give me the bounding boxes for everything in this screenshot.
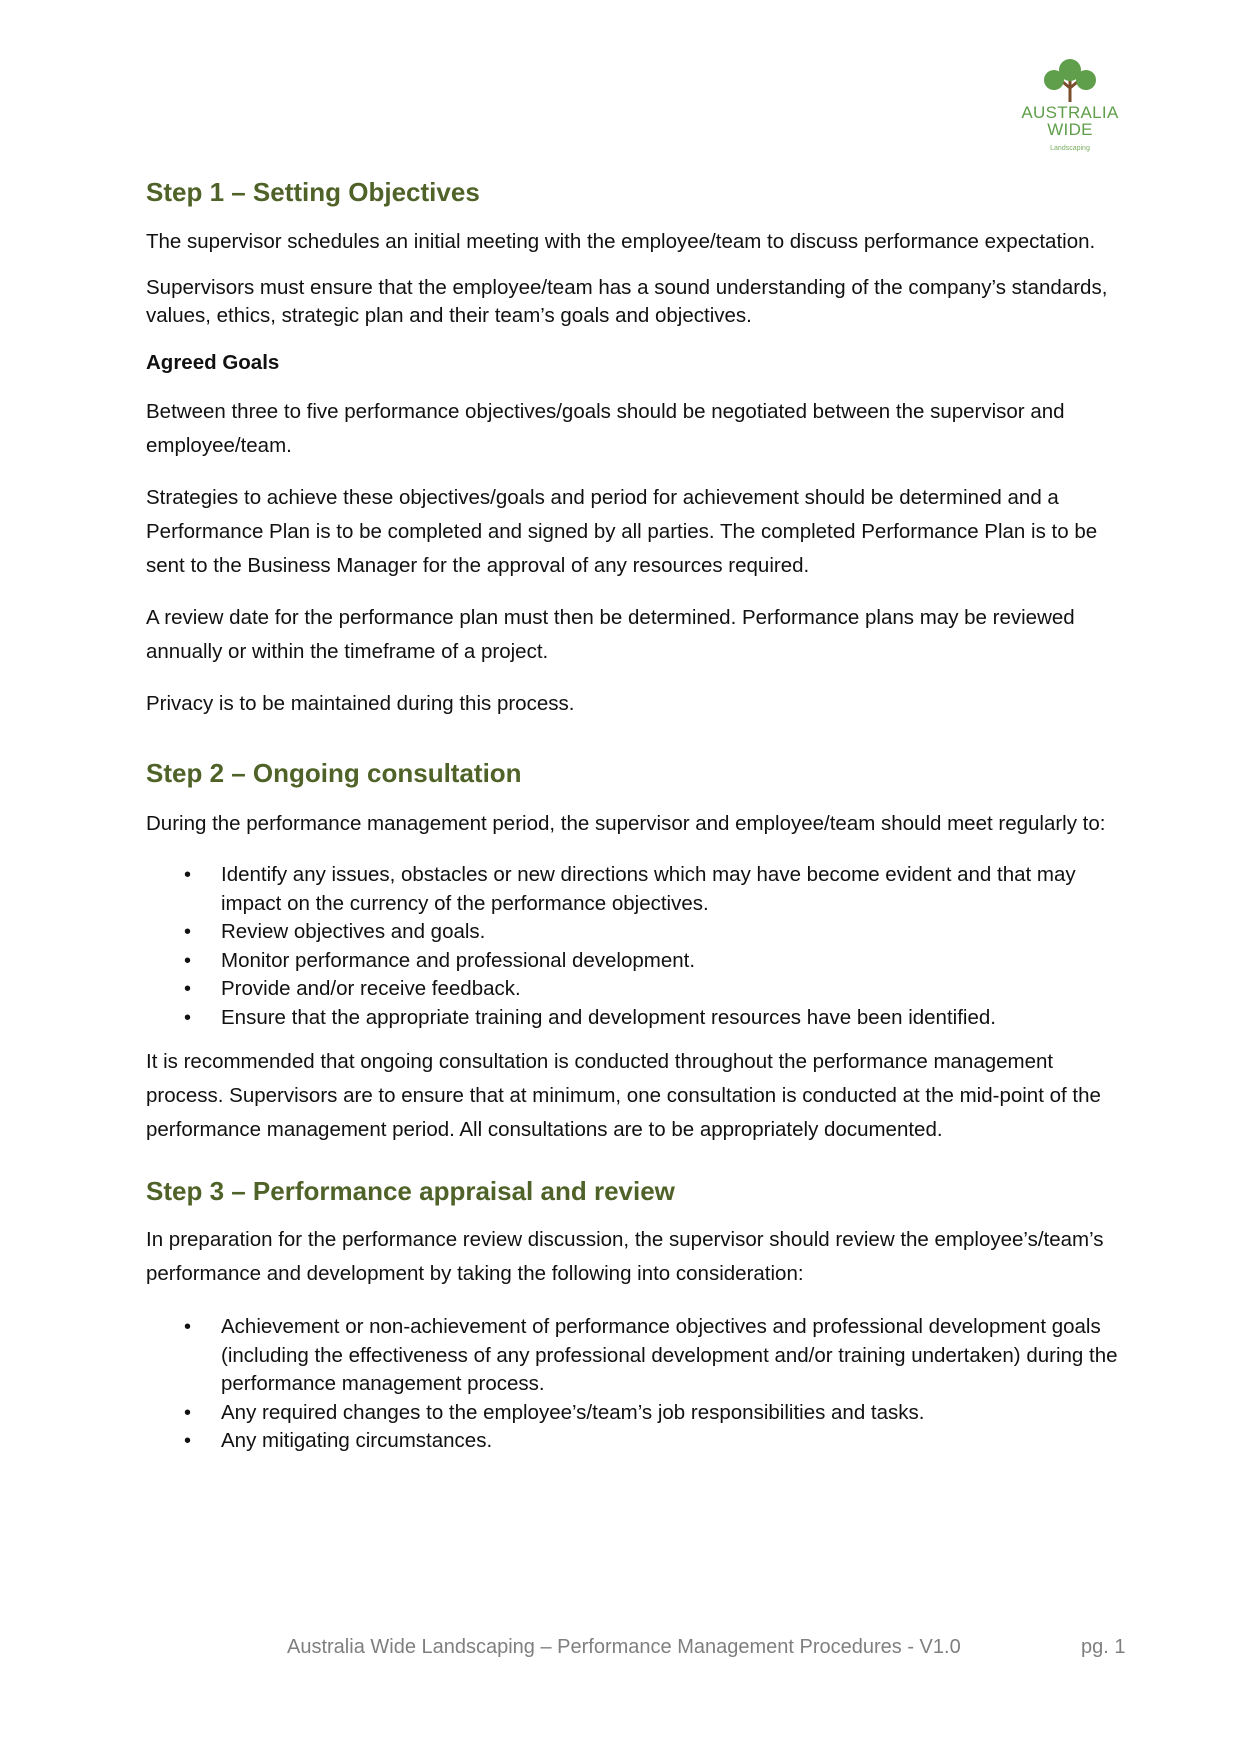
document-body bbox=[146, 172, 1126, 1456]
list-item: • Identify any issues, obstacles or new directions which may have become evident and that may impact on the currency of the performance objectives. bbox=[184, 863, 1076, 915]
agreed-goals-subheading: Agreed Goals bbox=[146, 351, 280, 374]
list-item: • Any mitigating circumstances. bbox=[184, 1429, 493, 1452]
step2-heading: Step 2 – Ongoing consultation bbox=[146, 758, 522, 788]
list-item: • Achievement or non-achievement of performance objectives and professional development goals (including the effectiveness of any professional development and/or training undertaken) during the performance management process. bbox=[184, 1315, 1118, 1395]
step1-paragraph-3: Between three to five performance objectives/goals should be negotiated between the supervisor and employee/team. bbox=[146, 400, 1065, 457]
step3-bullet-list bbox=[146, 1313, 1126, 1456]
logo-line-1: AUSTRALIA bbox=[1021, 103, 1119, 122]
step1-heading: Step 1 – Setting Objectives bbox=[146, 177, 480, 207]
step1-paragraph-6: Privacy is to be maintained during this process. bbox=[146, 692, 575, 715]
step1-paragraph-1: The supervisor schedules an initial meeting with the employee/team to discuss performance expectation. bbox=[146, 230, 1096, 253]
step3-heading: Step 3 – Performance appraisal and review bbox=[146, 1176, 675, 1206]
step1-paragraph-2: Supervisors must ensure that the employee/team has a sound understanding of the company’s standards, values, ethics, strategic plan and their team’s goals and objectives. bbox=[146, 276, 1108, 327]
logo-line-2: WIDE bbox=[1047, 120, 1093, 139]
step1-paragraph-4: Strategies to achieve these objectives/goals and period for achievement should be determined and a Performance Plan is to be completed and signed by all parties. The completed Performance Plan is to be sent to the Business Manager for the approval of any resources required. bbox=[146, 486, 1098, 577]
list-item: • Any required changes to the employee’s/team’s job responsibilities and tasks. bbox=[184, 1400, 925, 1424]
page-number: pg. 1 bbox=[1081, 1636, 1126, 1658]
tree-icon bbox=[1040, 58, 1100, 104]
step1-paragraph-5: A review date for the performance plan must then be determined. Performance plans may be reviewed annually or within the timeframe of a project. bbox=[146, 606, 1075, 663]
step2-intro: During the performance management period, the supervisor and employee/team should meet regularly to: bbox=[146, 812, 1106, 835]
list-item: • Monitor performance and professional development. bbox=[184, 948, 696, 972]
logo-line-3: Landscaping bbox=[1050, 145, 1090, 152]
footer-title: Australia Wide Landscaping – Performance Management Procedures - V1.0 bbox=[287, 1636, 961, 1658]
step2-closing: It is recommended that ongoing consultation is conducted throughout the performance management process. Supervisors are to ensure that at minimum, one consultation is conducted at the mid-point of the performance management period. All consultations are to be appropriately documented. bbox=[146, 1050, 1101, 1141]
company-logo bbox=[1010, 58, 1130, 154]
step2-bullet-list bbox=[146, 861, 1126, 1032]
step3-intro: In preparation for the performance review discussion, the supervisor should review the employee’s/team’s performance and development by taking the following into consideration: bbox=[146, 1228, 1104, 1285]
list-item: • Provide and/or receive feedback. bbox=[184, 977, 521, 1000]
list-item: • Review objectives and goals. bbox=[184, 920, 486, 943]
list-item: • Ensure that the appropriate training and development resources have been identified. bbox=[184, 1005, 996, 1029]
